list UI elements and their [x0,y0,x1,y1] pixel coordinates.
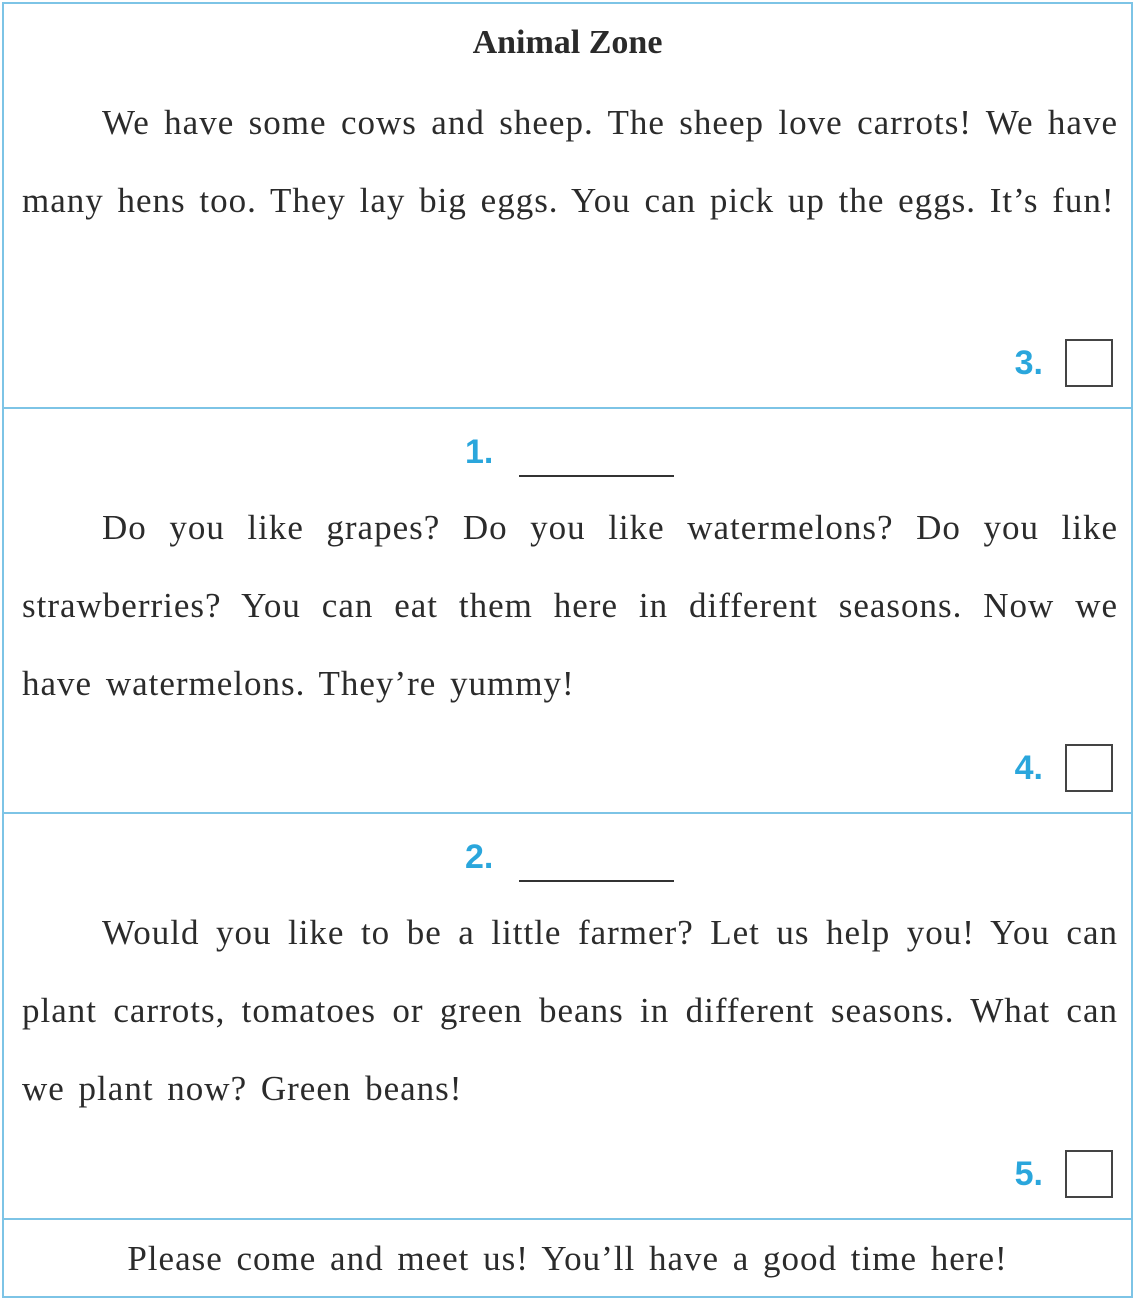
title-blank [4,834,1131,884]
section-closing [4,1220,1131,1298]
question-number: 5. [1014,1154,1043,1193]
section-fruit [4,409,1131,814]
title-blank-line[interactable] [519,475,674,477]
section-animal-zone [4,4,1131,409]
title-blank-line[interactable] [519,880,674,882]
question-number: 3. [1014,343,1043,382]
section-paragraph: We have some cows and sheep. The sheep love carrots! We have many hens too. They lay big eggs. You can pick up the eggs. It’s fun! [22,103,1118,220]
closing-text: Please come and meet us! You’ll have a good time here! [127,1239,1008,1278]
answer-slot [1015,1148,1113,1200]
question-number: 1. [465,433,494,471]
section-paragraph: Do you like grapes? Do you like watermelons? Do you like strawberries? You can eat them here in different seasons. Now we have watermelons. They’re yummy! [22,508,1118,703]
answer-box[interactable] [1065,1150,1113,1198]
question-number: 2. [465,838,494,876]
section-title: Animal Zone [472,24,663,61]
answer-box[interactable] [1065,744,1113,792]
answer-slot [1015,742,1113,794]
answer-slot [1015,337,1113,389]
section-farming [4,814,1131,1220]
title-blank [4,429,1131,479]
answer-box[interactable] [1065,339,1113,387]
section-paragraph: Would you like to be a little farmer? Let us help you! You can plant carrots, tomatoes or green beans in different seasons. What can we plant now? Green beans! [22,913,1118,1108]
worksheet-frame [2,2,1133,1298]
question-number: 4. [1014,748,1043,787]
